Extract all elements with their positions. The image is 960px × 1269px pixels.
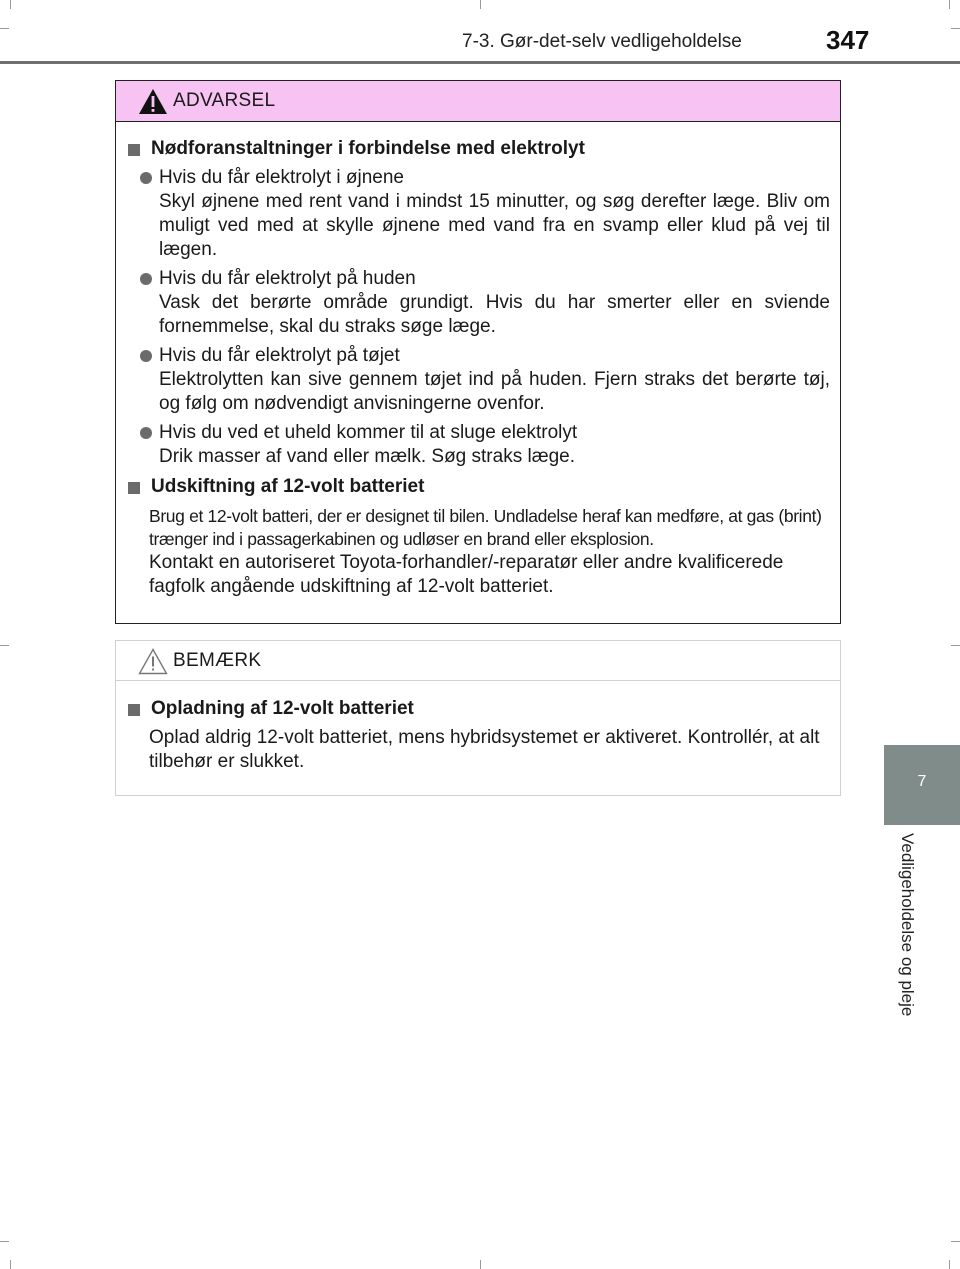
paragraph: Brug et 12-volt batteri, der er designet til bilen. Undladelse heraf kan medføre, at gas (brint) trænger ind i passagerkabinen og udløser en brand eller eksplosion.	[149, 506, 822, 549]
item-body: Vask det berørte område grundigt. Hvis du har smerter eller en sviende fornemmelse, skal du straks søge læge.	[159, 292, 830, 337]
item-body: Skyl øjnene med rent vand i mindst 15 minutter, og søg derefter læge. Bliv om muligt ved med at skylle øjnene med vand fra en svamp eller klud på vej til lægen.	[159, 191, 830, 260]
page-number: 347	[826, 25, 870, 55]
chapter-label: Vedligeholdelse og pleje	[898, 833, 917, 1017]
item-title: Hvis du får elektrolyt i øjnene	[159, 167, 404, 188]
square-bullet-icon	[128, 482, 140, 494]
notice-box	[115, 640, 841, 796]
section-heading: Opladning af 12-volt batteriet	[126, 697, 830, 721]
round-bullet-icon	[140, 273, 152, 285]
square-bullet-icon	[128, 144, 140, 156]
warning-triangle-icon	[138, 88, 168, 115]
crop-mark	[951, 1241, 960, 1242]
section-heading: Nødforanstaltninger i forbindelse med elektrolyt	[126, 137, 830, 161]
notice-content	[126, 697, 830, 774]
notice-title: BEMÆRK	[173, 650, 262, 671]
section-heading: Udskiftning af 12-volt batteriet	[126, 475, 830, 499]
crop-mark	[949, 0, 950, 9]
warning-box-header	[116, 81, 840, 122]
crop-mark	[0, 28, 9, 29]
list-item	[126, 267, 830, 339]
crop-mark	[480, 1260, 481, 1269]
warning-title: ADVARSEL	[173, 90, 276, 111]
item-title: Hvis du ved et uheld kommer til at sluge elektrolyt	[159, 422, 578, 443]
header-rule	[0, 61, 960, 64]
crop-mark	[951, 645, 960, 646]
warning-content	[126, 137, 830, 599]
list-item	[126, 344, 830, 416]
list-item	[126, 166, 830, 262]
list-item	[126, 421, 830, 469]
notice-triangle-icon	[138, 648, 168, 675]
crop-mark	[10, 0, 11, 9]
crop-mark	[949, 1260, 950, 1269]
paragraph: Kontakt en autoriseret Toyota-forhandler/-reparatør eller andre kvalificerede fagfolk angående udskiftning af 12-volt batteriet.	[149, 552, 784, 597]
item-body: Drik masser af vand eller mælk. Søg straks læge.	[159, 446, 576, 467]
chapter-tab	[884, 745, 960, 825]
warning-box	[115, 80, 841, 624]
item-body: Elektrolytten kan sive gennem tøjet ind på huden. Fjern straks det berørte tøj, og følg om nødvendigt anvisningerne ovenfor.	[159, 369, 830, 414]
crop-mark	[480, 0, 481, 9]
crop-mark	[951, 28, 960, 29]
section-title: 7-3. Gør-det-selv vedligeholdelse	[462, 31, 742, 52]
item-title: Hvis du får elektrolyt på tøjet	[159, 345, 400, 366]
chapter-number: 7	[917, 773, 927, 790]
round-bullet-icon	[140, 427, 152, 439]
round-bullet-icon	[140, 172, 152, 184]
crop-mark	[0, 1241, 9, 1242]
square-bullet-icon	[128, 704, 140, 716]
notice-box-header	[116, 641, 840, 681]
item-title: Hvis du får elektrolyt på huden	[159, 268, 416, 289]
crop-mark	[10, 1260, 11, 1269]
crop-mark	[0, 645, 9, 646]
round-bullet-icon	[140, 350, 152, 362]
paragraph: Oplad aldrig 12-volt batteriet, mens hybridsystemet er aktiveret. Kontrollér, at alt tilbehør er slukket.	[149, 727, 820, 772]
